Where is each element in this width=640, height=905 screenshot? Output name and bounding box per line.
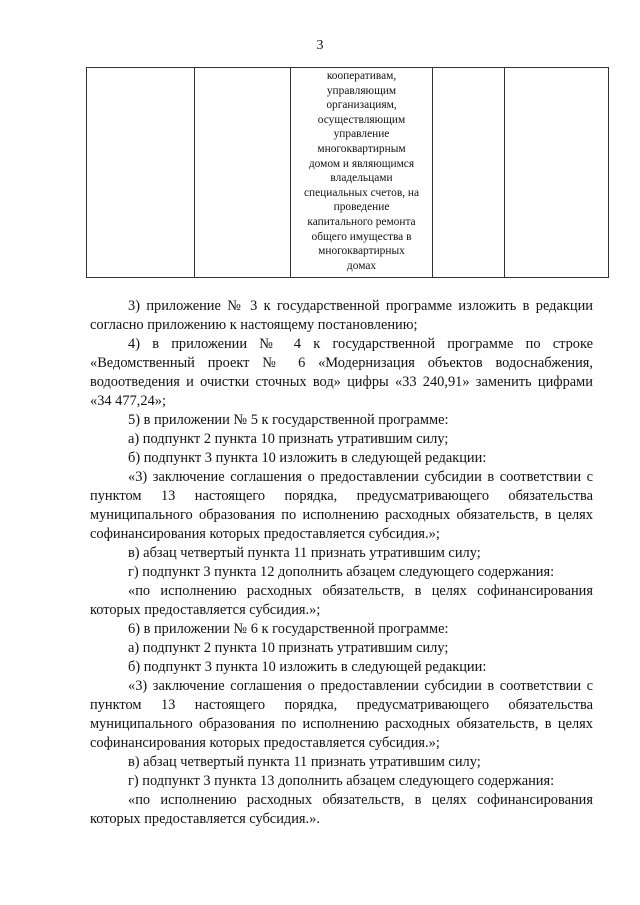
document-body	[90, 297, 593, 829]
paragraph: 5) в приложении № 5 к государственной программе:	[128, 412, 449, 428]
cell-line: кооперативам,	[326, 70, 397, 82]
cell-line: управляющим	[326, 84, 397, 97]
paragraph: а) подпункт 2 пункта 10 признать утратившим силу;	[128, 640, 449, 656]
table-cell-col-2	[195, 68, 291, 278]
cell-line: домом и являющимся	[308, 157, 415, 170]
cell-line: многоквартирных	[318, 245, 405, 258]
paragraph: б) подпункт 3 пункта 10 изложить в следующей редакции:	[128, 659, 487, 675]
table-cell-text	[291, 68, 432, 273]
page-number: 3	[316, 38, 324, 53]
cell-line: домах	[346, 259, 377, 272]
paragraph: 6) в приложении № 6 к государственной программе:	[128, 621, 449, 637]
paragraph: «3) заключение соглашения о предоставлении субсидии в соответствии с пунктом 13 настоящего порядка, предусматривающего обязательства муниципального образования по исполнению расходных обязательств, в целях софинансирования которых предоставляется субсидия.»;	[90, 678, 593, 751]
cell-line: многоквартирным	[317, 142, 406, 155]
paragraph: в) абзац четвертый пункта 11 признать утратившим силу;	[128, 754, 481, 770]
cell-line: осуществляющим	[317, 113, 406, 126]
table-cell-col-5	[505, 68, 609, 278]
continuation-table	[86, 67, 609, 278]
paragraph: «по исполнению расходных обязательств, в целях софинансирования которых предоставляется субсидия.»;	[90, 583, 593, 618]
table-cell-col-4	[433, 68, 505, 278]
paragraph: а) подпункт 2 пункта 10 признать утратившим силу;	[128, 431, 449, 447]
paragraph: в) абзац четвертый пункта 11 признать утратившим силу;	[128, 545, 481, 561]
paragraph: 4) в приложении № 4 к государственной программе по строке «Ведомственный проект № 6 «Модернизация объектов водоснабжения, водоотведения и очистки сточных вод» цифры «33 240,91» заменить цифрами «34 477,24»;	[90, 336, 593, 409]
paragraph: г) подпункт 3 пункта 13 дополнить абзацем следующего содержания:	[128, 773, 555, 789]
cell-line: организациям,	[326, 99, 397, 112]
cell-line: капитального ремонта	[307, 215, 416, 228]
paragraph: 3) приложение № 3 к государственной программе изложить в редакции согласно приложению к настоящему постановлению;	[90, 298, 593, 333]
cell-line: управление	[333, 128, 390, 141]
paragraph: б) подпункт 3 пункта 10 изложить в следующей редакции:	[128, 450, 487, 466]
paragraph: «3) заключение соглашения о предоставлении субсидии в соответствии с пунктом 13 настоящего порядка, предусматривающего обязательства муниципального образования по исполнению расходных обязательств, в целях софинансирования которых предоставляется субсидия.»;	[90, 469, 593, 542]
cell-line: общего имущества в	[311, 230, 412, 243]
paragraph: «по исполнению расходных обязательств, в целях софинансирования которых предоставляется субсидия.».	[90, 792, 593, 827]
paragraph: г) подпункт 3 пункта 12 дополнить абзацем следующего содержания:	[128, 564, 555, 580]
cell-line: специальных счетов, на	[303, 186, 420, 199]
table-row	[87, 68, 609, 278]
cell-line: владельцами	[330, 172, 393, 185]
cell-line: проведение	[333, 201, 390, 214]
table-cell-col-1	[87, 68, 195, 278]
table-cell-col-3	[291, 68, 433, 278]
